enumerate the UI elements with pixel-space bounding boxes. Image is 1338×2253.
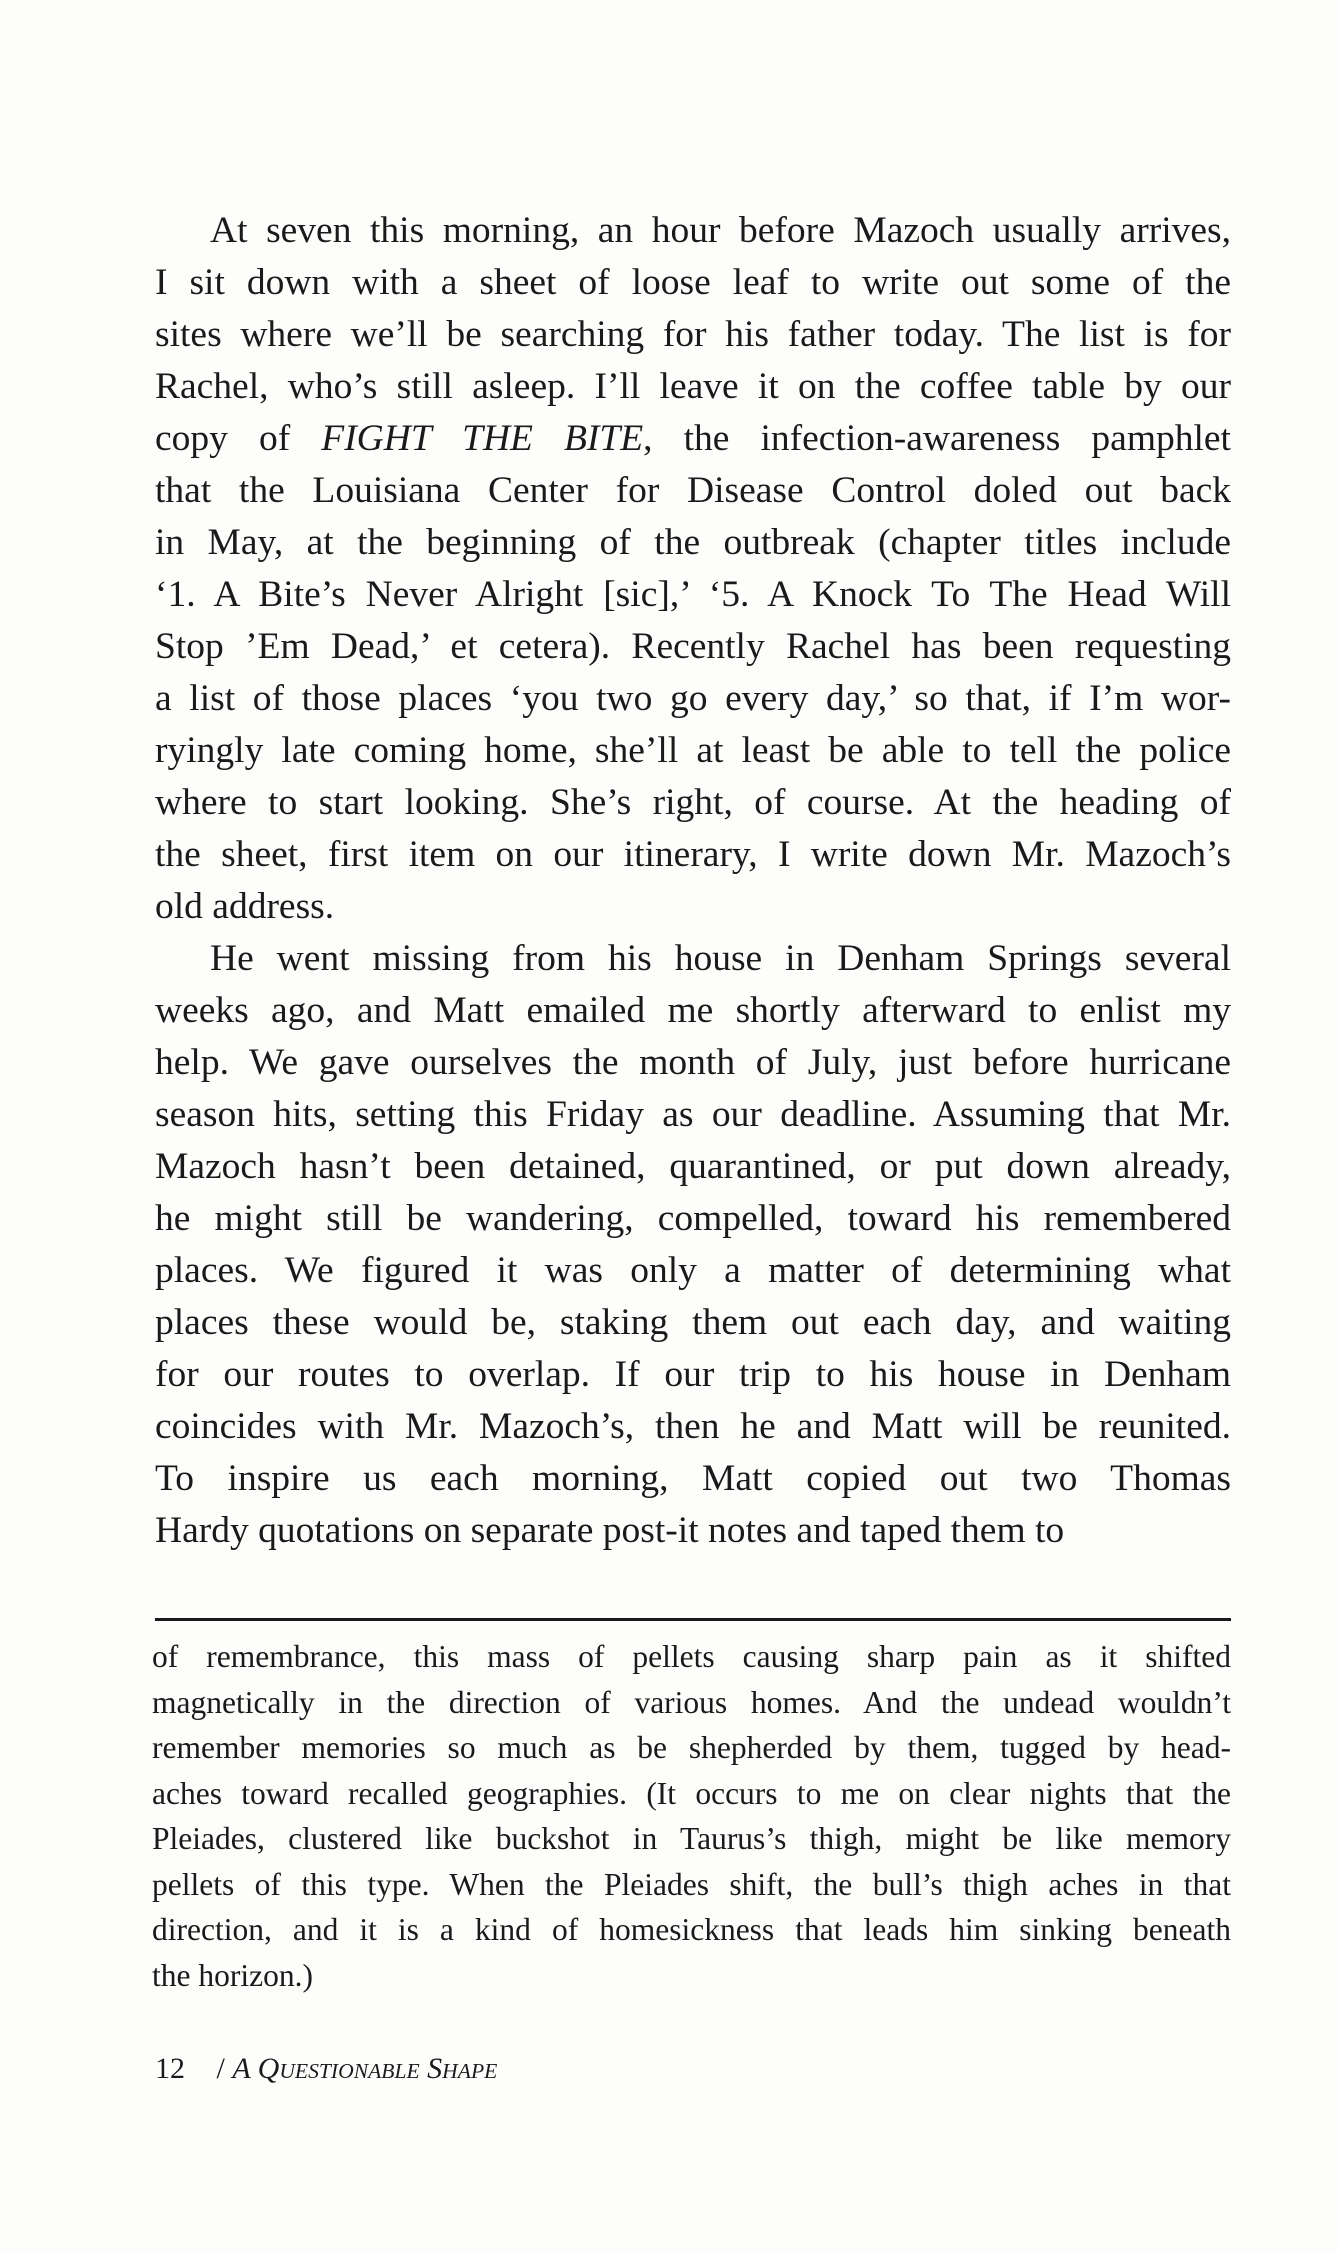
text-line: he might still be wandering, compelled, toward his remembered xyxy=(155,1198,1231,1239)
footnote-line: magnetically in the direction of various homes. And the undead wouldn’t xyxy=(152,1684,1231,1720)
footnote-line: the horizon.) xyxy=(152,1957,313,1993)
text-line: coincides with Mr. Mazoch’s, then he and Matt will be reunited. xyxy=(155,1406,1231,1447)
text-line: He went missing from his house in Denham Springs several xyxy=(210,938,1231,979)
footnote-line: aches toward recalled geographies. (It occurs to me on clear nights that the xyxy=(152,1775,1231,1811)
footnote-line: remember memories so much as be shepherded by them, tugged by head- xyxy=(152,1730,1231,1765)
footnote xyxy=(152,1634,1231,1998)
text-line: the sheet, first item on our itinerary, I write down Mr. Mazoch’s xyxy=(155,834,1231,875)
main-text xyxy=(155,205,1231,1557)
text-line: At seven this morning, an hour before Mazoch usually arrives, xyxy=(210,210,1231,251)
text-line: season hits, setting this Friday as our deadline. Assuming that Mr. xyxy=(155,1094,1231,1135)
text-line: Hardy quotations on separate post-it notes and taped them to xyxy=(155,1510,1065,1551)
text-line: weeks ago, and Matt emailed me shortly afterward to enlist my xyxy=(155,990,1231,1031)
text-line: where to start looking. She’s right, of course. At the heading of xyxy=(155,782,1231,823)
text-line: for our routes to overlap. If our trip to his house in Denham xyxy=(155,1354,1231,1395)
text-line: old address. xyxy=(155,886,335,927)
text-line: help. We gave ourselves the month of July, just before hurricane xyxy=(155,1042,1231,1083)
text-line: copy of FIGHT THE BITE, the infection-awareness pamphlet xyxy=(155,418,1231,459)
running-title: A QUESTIONABLE SHAPE xyxy=(232,2052,498,2085)
text-line: Rachel, who’s still asleep. I’ll leave it on the coffee table by our xyxy=(155,366,1231,407)
text-line: in May, at the beginning of the outbreak (chapter titles include xyxy=(155,522,1231,563)
text-line: ryingly late coming home, she’ll at least be able to tell the police xyxy=(155,730,1231,771)
footnote-line: direction, and it is a kind of homesickness that leads him sinking beneath xyxy=(152,1912,1231,1947)
text-line: places these would be, staking them out each day, and waiting xyxy=(155,1302,1231,1343)
text-line: places. We figured it was only a matter of determining what xyxy=(155,1250,1231,1291)
footnote-divider xyxy=(155,1618,1231,1621)
footnote-line: Pleiades, clustered like buckshot in Taurus’s thigh, might be like memory xyxy=(152,1821,1231,1856)
text-line: To inspire us each morning, Matt copied out two Thomas xyxy=(155,1458,1231,1499)
folio-separator: / xyxy=(216,2052,225,2085)
text-line: Stop ’Em Dead,’ et cetera). Recently Rachel has been requesting xyxy=(155,626,1231,667)
footnote-line: of remembrance, this mass of pellets causing sharp pain as it shifted xyxy=(152,1639,1231,1674)
text-line: I sit down with a sheet of loose leaf to write out some of the xyxy=(155,262,1231,303)
footnote-line: pellets of this type. When the Pleiades shift, the bull’s thigh aches in that xyxy=(152,1866,1231,1902)
text-line: Mazoch hasn’t been detained, quarantined, or put down already, xyxy=(155,1146,1231,1187)
text-line: ‘1. A Bite’s Never Alright [sic],’ ‘5. A Knock To The Head Will xyxy=(155,574,1231,615)
text-line: sites where we’ll be searching for his father today. The list is for xyxy=(155,314,1231,355)
paragraph-2 xyxy=(155,933,1231,1557)
page-footer xyxy=(155,2052,497,2086)
text-line: a list of those places ‘you two go every day,’ so that, if I’m wor- xyxy=(155,678,1231,719)
text-line: that the Louisiana Center for Disease Control doled out back xyxy=(155,470,1231,511)
page-number: 12 xyxy=(155,2052,185,2085)
paragraph-1 xyxy=(155,205,1231,933)
pamphlet-title: FIGHT THE BITE xyxy=(321,418,644,459)
